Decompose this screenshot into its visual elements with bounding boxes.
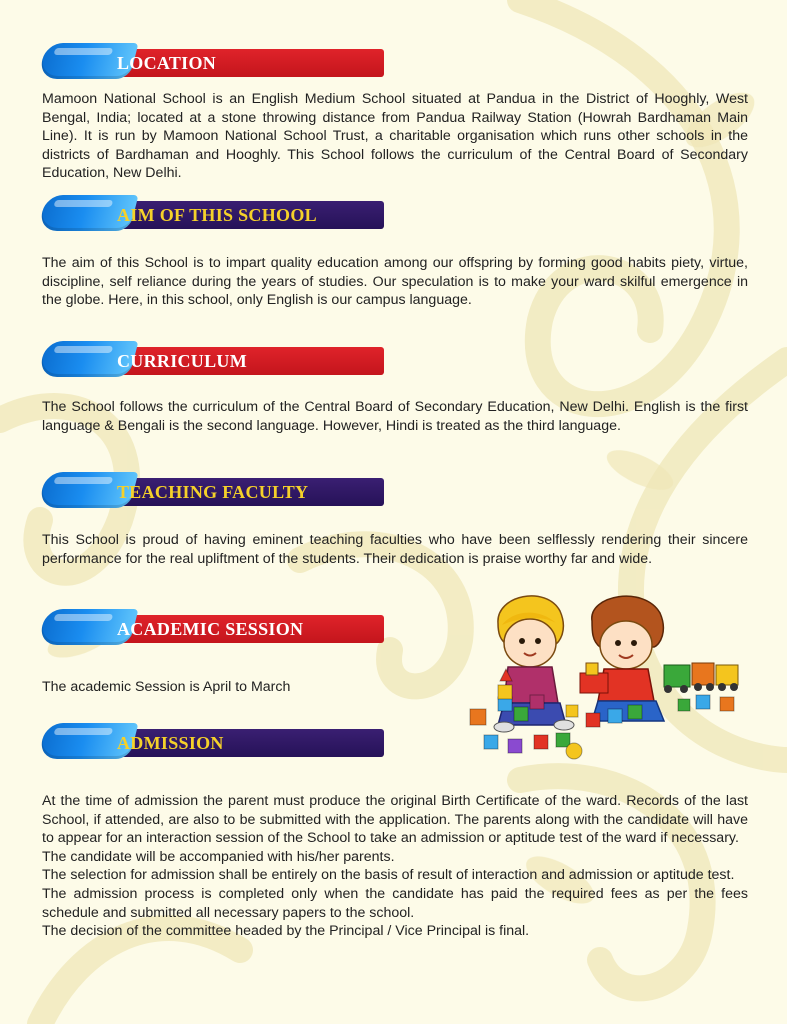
- location-heading: LOCATION: [117, 53, 217, 73]
- admission-heading-banner: [42, 729, 384, 757]
- faculty-heading: TEACHING FACULTY: [117, 482, 309, 502]
- session-text: The academic Session is April to March: [42, 679, 291, 695]
- location-heading-banner: [42, 49, 384, 77]
- faculty-text: This School is proud of having eminent teaching faculties who have been selflessly rendering their sincere performance for the real upliftment of the students. Their dedication is praise worthy far and wide.: [42, 532, 748, 567]
- admission-line: The candidate will be accompanied with his/her parents.: [42, 848, 395, 865]
- curriculum-text: The School follows the curriculum of the Central Board of Secondary Education, New Delhi. English is the first language & Bengali is the second language. However, Hindi is treated as the third language.: [42, 399, 748, 434]
- curriculum-heading: CURRICULUM: [117, 351, 247, 371]
- children-playing-illustration: [468, 585, 744, 765]
- aim-heading: AIM OF THIS SCHOOL: [117, 205, 317, 225]
- child-left: [494, 596, 574, 732]
- child-right: [592, 596, 664, 721]
- faculty-heading-banner: [42, 478, 384, 506]
- admission-line: The selection for admission shall be entirely on the basis of result of interaction and admission or aptitude test.: [42, 867, 735, 884]
- session-heading: ACADEMIC SESSION: [117, 619, 304, 639]
- admission-heading: ADMISSION: [117, 733, 224, 753]
- toy-train: [580, 663, 738, 693]
- admission-line: The admission process is completed only when the candidate has paid the required fees as per the fees schedule and submitted all necessary papers to the school.: [42, 885, 748, 921]
- aim-heading-banner: [42, 201, 384, 229]
- location-text: Mamoon National School is an English Medium School situated at Pandua in the District of Hooghly, West Bengal, India; located at a stone throwing distance from Pandua Railway Station (Howrah Bardhaman Main Line). It is run by Mamoon National School Trust, a charitable organisation which runs other schools in the districts of Bardhaman and Hooghly. This School follows the curriculum of the Central Board of Secondary Education, New Delhi.: [42, 91, 748, 182]
- admission-line: The decision of the committee headed by the Principal / Vice Principal is final.: [42, 923, 530, 940]
- session-heading-banner: [42, 615, 384, 643]
- curriculum-heading-banner: [42, 347, 384, 375]
- aim-text: The aim of this School is to impart quality education among our offspring by forming good habits piety, virtue, discipline, self reliance during the years of studies. Our speculation is to make your ward skilful emergence in the globe. Here, in this school, only English is our campus language.: [42, 255, 748, 309]
- admission-line: At the time of admission the parent must produce the original Birth Certificate of the ward. Records of the last School, if attended, are also to be submitted with the application. The parents along with the candidate will have to appear for an interaction session of the School to take an admission or aptitude test of the ward if necessary.: [42, 793, 748, 847]
- admission-text: [42, 792, 748, 941]
